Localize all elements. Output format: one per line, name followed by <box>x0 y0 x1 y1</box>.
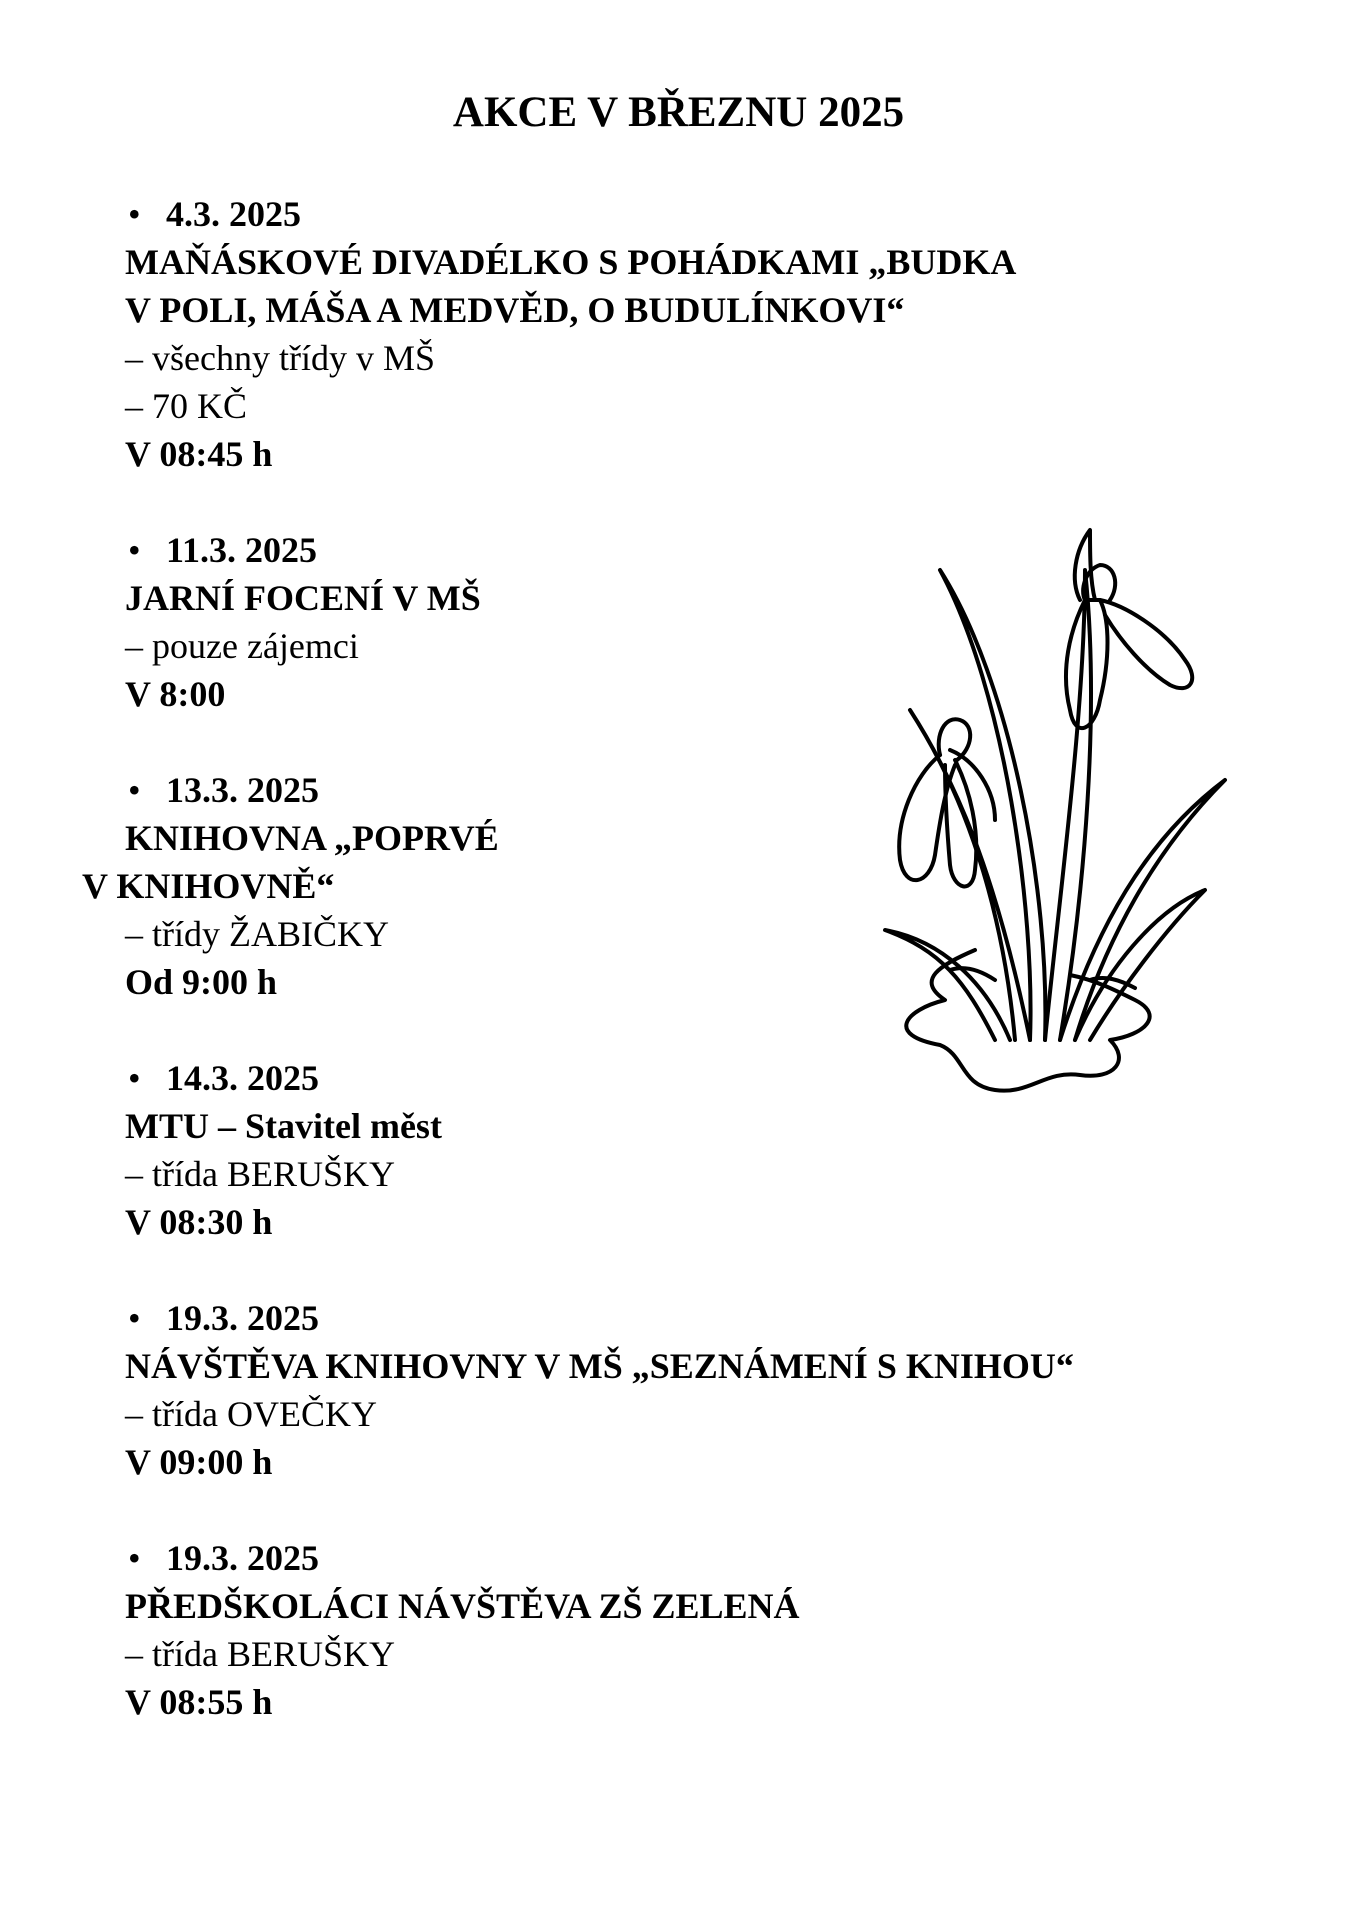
event-detail: – 70 KČ <box>125 386 248 426</box>
event-detail: – třídy ŽABIČKY <box>125 914 389 954</box>
event-title: KNIHOVNA „POPRVÉ <box>125 818 499 858</box>
event-date: • 19.3. 2025 <box>128 1536 319 1580</box>
snowdrop-flower-icon <box>845 510 1245 1100</box>
event-time: V 8:00 <box>125 674 226 714</box>
event-title: MAŇÁSKOVÉ DIVADÉLKO S POHÁDKAMI „BUDKA <box>125 242 1017 282</box>
event-detail: – třída BERUŠKY <box>125 1154 395 1194</box>
event-title: NÁVŠTĚVA KNIHOVNY V MŠ „SEZNÁMENÍ S KNIHOU“ <box>125 1346 1074 1386</box>
event-date: • 14.3. 2025 <box>128 1056 319 1100</box>
event-detail: – třída OVEČKY <box>125 1394 377 1434</box>
event-title: PŘEDŠKOLÁCI NÁVŠTĚVA ZŠ ZELENÁ <box>125 1586 800 1626</box>
event-time: V 08:30 h <box>125 1202 273 1242</box>
event-time: Od 9:00 h <box>125 962 278 1002</box>
event-date: • 13.3. 2025 <box>128 768 319 812</box>
event-time: V 08:55 h <box>125 1682 273 1722</box>
event-detail: – všechny třídy v MŠ <box>125 338 435 378</box>
event-date: • 4.3. 2025 <box>128 192 301 236</box>
event-date: • 11.3. 2025 <box>128 528 317 572</box>
event-title: MTU – Stavitel měst <box>125 1106 442 1146</box>
page-title: AKCE V BŘEZNU 2025 <box>452 89 905 136</box>
event-title: V POLI, MÁŠA A MEDVĚD, O BUDULÍNKOVI“ <box>125 290 905 330</box>
event-time: V 08:45 h <box>125 434 273 474</box>
event-time: V 09:00 h <box>125 1442 273 1482</box>
event-detail: – třída BERUŠKY <box>125 1634 395 1674</box>
event-title: V KNIHOVNĚ“ <box>82 866 335 906</box>
event-title: JARNÍ FOCENÍ V MŠ <box>125 578 481 618</box>
event-detail: – pouze zájemci <box>125 626 359 666</box>
event-date: • 19.3. 2025 <box>128 1296 319 1340</box>
